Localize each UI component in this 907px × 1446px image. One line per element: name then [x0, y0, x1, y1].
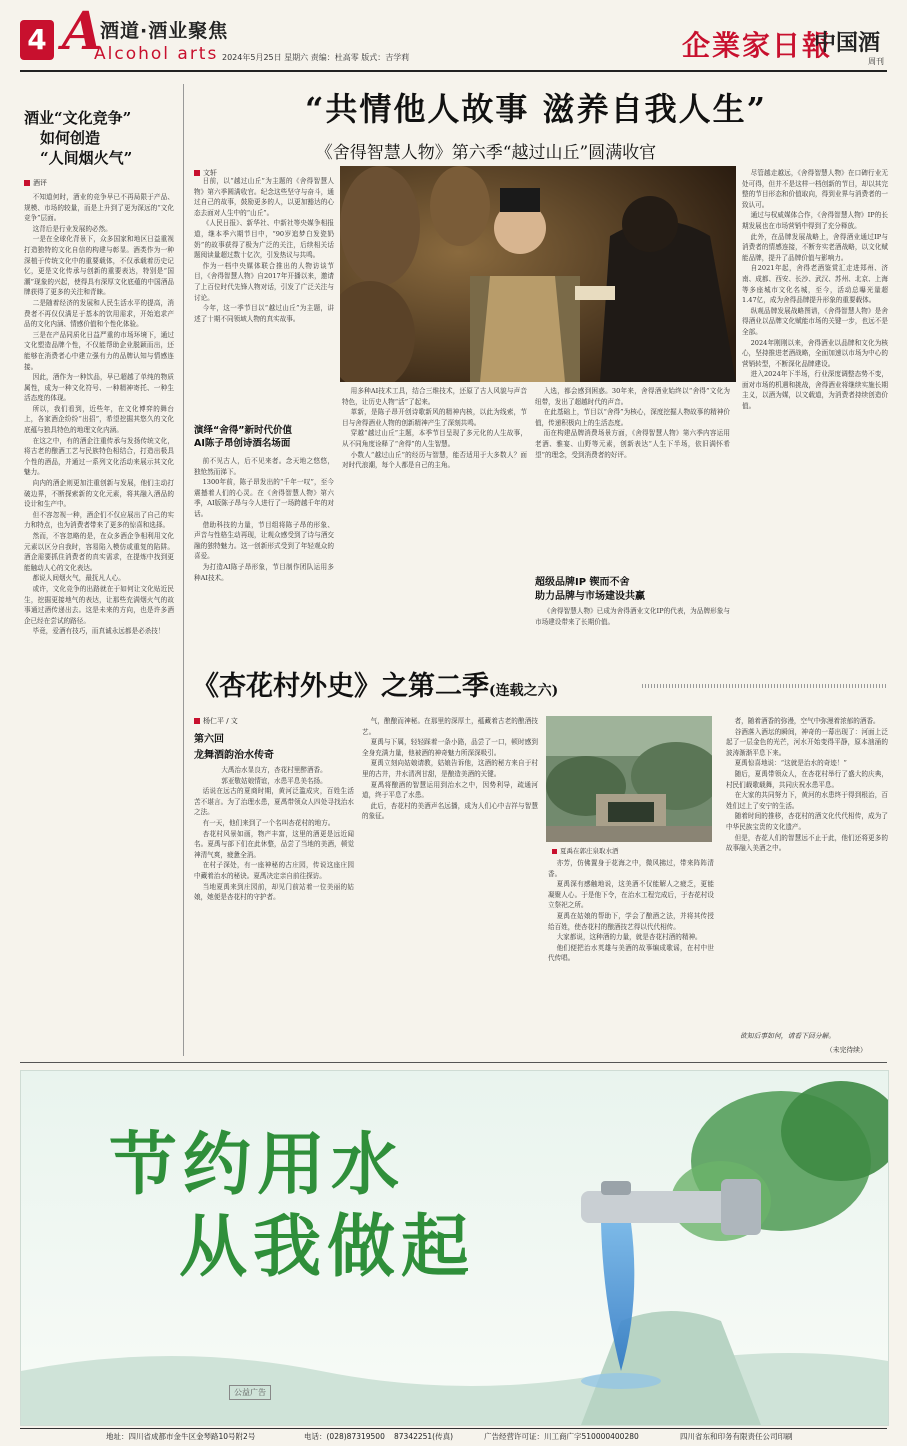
- sidebar-title-line: 酒业“文化竞争”: [24, 109, 132, 127]
- sidebar-title: [24, 108, 174, 168]
- footer-license: 广告经营许可证：川工商广字510000400280: [484, 1432, 639, 1441]
- masthead: [0, 0, 907, 68]
- ad-line-1: 节约用水: [109, 1126, 406, 1205]
- serial-col-1: [194, 730, 354, 1056]
- main-subheadline: 《舍得智慧人物》第六季“越过山丘”圆满收官: [315, 143, 657, 163]
- main-photo: [340, 166, 736, 382]
- footer-rule: [20, 1428, 887, 1429]
- chapter-label: 第六回: [194, 734, 224, 745]
- subhead-line: 超级品牌IP 锲而不舍: [535, 577, 630, 588]
- paragraph: 因此，酒作为一种饮品，早已超越了单纯的物质属性，成为一种文化符号、一种精神寄托、一种生活态度的体现。: [24, 373, 174, 403]
- paragraph: 小数人“越过山丘”的经历与智慧，能否适用于大多数人？面对时代浪潮，每个人都是自己的主角。: [342, 450, 527, 470]
- paragraph: 大家都说，这种酒的力量，就是杏花村酒的精神。: [556, 933, 702, 942]
- footer-printer: 四川省东和印务有限责任公司印刷: [680, 1432, 793, 1441]
- main-col-3: [342, 386, 527, 652]
- paragraph: 纵观品牌发展战略图谱，《舍得智慧人物》是舍得酒业以品牌文化赋能市场的关键一步，也远不是全部。: [742, 306, 888, 336]
- paragraph: 毕竟，爱酒有技巧，而真诚永远都是必杀技！: [32, 627, 165, 636]
- spring-scene-illustration: [546, 716, 712, 842]
- paragraph: 1300年前，陈子昂发出的“千年一叹”，至今震撼着人们的心灵。在《舍得智慧人物》第六季，AI版陈子昂与今人进行了一场跨越千年的对话。: [194, 478, 334, 518]
- paragraph: 夏禹惊喜地说：“这就是治水的奇迹！”: [734, 759, 847, 768]
- poem-line: 郭亚敬姑娘情谊，水患平息美名扬。: [221, 776, 327, 785]
- paragraph: 而在构建品牌消费场景方面，《舍得智慧人物》第六季内容运用老酒、雅宴、山野等元素，创新表达“人生下半场，依旧满怀希望”的理念，受到消费者的好评。: [535, 429, 730, 459]
- tasting-scene-illustration: [340, 166, 736, 382]
- main-subhead-1: [194, 424, 334, 450]
- paragraph: 有一天，他们来到了一个名叫杏花村的地方。: [202, 818, 335, 827]
- paragraph: 在此基础上，节目以“舍得”为核心，深度挖掘人物故事的精神价值，传递积极向上的生活态度。: [535, 408, 730, 427]
- paragraph: 此外，在品牌发展战略上，舍得酒业通过IP与消费者的情感连接，不断夯实老酒战略，以文化赋能品牌，提升了品牌价值与影响力。: [742, 232, 888, 262]
- sidebar-body: [24, 192, 174, 1054]
- paragraph: 二是随着经济的发展和人民生活水平的提高，消费者不再仅仅满足于基本的饮用需求，开始追求产品的文化内涵、情感价值和个性化体验。: [24, 298, 174, 329]
- paragraph: 在村子深处，有一座神秘的古庄园，传说这座庄园中藏着治水的秘诀。夏禹决定亲自前往探访。: [194, 861, 354, 880]
- chapter-title: 龙舞酒韵治水传奇: [194, 750, 274, 761]
- main-col-4: [535, 386, 730, 572]
- footer: [20, 1430, 887, 1444]
- sidebar-divider: [183, 84, 184, 1056]
- serial-title-rule: [642, 684, 886, 688]
- paragraph: 2024年刚刚以来，舍得酒业以品牌和文化为核心，坚持推进老酒战略，全面加速以市场为中心的营销转型，不断深化品牌建设。: [742, 338, 888, 368]
- paragraph: 气，酿酿而神秘。在那里的深厚土，蕴藏着古老的酿酒技艺。: [362, 717, 538, 736]
- paragraph: 自2021年起，舍得老酒鉴赏汇走进郑州、济南、成都、西安、长沙、武汉、苏州、北京、上海等多座城市文化名城，至今，活动总曝光量超1.47亿，成为舍得品牌提升形象的重要载体。: [742, 264, 888, 305]
- serial-col-4: [726, 716, 888, 1026]
- paragraph: 夏禹将酿酒的智慧运用到治水之中，因势利导，疏通河道，终于平息了水患。: [362, 780, 538, 800]
- paragraph: 但不容忽视一种，酒企们不仅应展出了自己的实力和特点，也为消费者带来了更多的惊喜和选择。: [24, 510, 174, 530]
- paragraph: 这背后是行业发展的必然。: [32, 224, 112, 233]
- paragraph: 不知道何时，酒业的竞争早已不再局限于产品、规模、市场的较量，而是上升到了更为深远的“文化竞争”层面。: [24, 193, 174, 223]
- paragraph: 为打造AI陈子昂形象，节目制作团队运用多种AI技术。: [194, 562, 334, 582]
- paragraph: 三是在产品同质化日益严重的市场环境下，通过文化塑造品牌个性，不仅能帮助企业脱颖而出，还能够在消费者心中建立强有力的品牌认知与情感连接。: [24, 330, 174, 371]
- footer-address: 地址：四川省成都市金牛区金琴路10号附2号: [106, 1432, 256, 1441]
- main-col-2: [194, 456, 334, 652]
- next-note: 欲知后事如何，请看下回分解。: [740, 1032, 836, 1040]
- paper-name: 企業家日報: [682, 29, 833, 62]
- paragraph: 穿越“越过山丘”主题，本季节目呈现了多元化的人生故事，从不同角度诠释了“舍得”的人生智慧。: [342, 429, 527, 448]
- main-byline: 文轩: [194, 168, 217, 178]
- section-logo-a: A: [62, 1, 103, 62]
- serial-photo-caption: [552, 846, 619, 855]
- paragraph: 然而，不容忽略的是，在众多酒企争相利用文化元素以区分自我时，容易陷入模仿或重复的陷阱。酒企需要抓住消费者的真实需求，在提炼中找到更能触动人心的文化表达。: [24, 532, 174, 572]
- paragraph: 夏禹立刻向姑娘请教，姑娘告诉他，这酒的秘方来自于村里的古井，井水清冽甘甜，是酿造美酒的关键。: [362, 759, 538, 778]
- paragraph: 夏禹深有感触地说，这美酒不仅能解人之疲乏，更能凝聚人心。于是他下令，在治水工程完成后，于杏花村设立祭祀之所。: [548, 880, 714, 910]
- section-divider: [20, 1062, 887, 1063]
- serial-photo: [546, 716, 712, 842]
- paragraph: 都说人间烟火气，最抚凡人心。: [32, 574, 125, 583]
- paragraph: 在这之中，有的酒企注重传承与发扬传统文化，将古老的酿酒工艺与民族特色相结合，打造出极具个性的酒品，并通过一系列文化活动来展示其文化魅力。: [24, 436, 174, 477]
- paragraph: 一是在全球化背景下，众多国家和地区日益重视打造独特的文化自信的构建与彰显。酒类作为一种深植于传统文化中的重要载体，不仅承载着历史记忆，更是文化传承与创新的重要表达，特别是“国潮”现象的兴起，使得具有深厚文化底蕴的中国酒品牌获得了更多的关注和青睐。: [24, 235, 174, 297]
- sidebar-title-line: 如何创造: [40, 129, 101, 147]
- paragraph: 日前，以“越过山丘”为主题的《舍得智慧人物》第六季圆满收官。纪念这些坚守与奋斗，通过自己的故事，鼓励更多的人，以更加豁达的心态去面对人生中的“山丘”。: [194, 177, 334, 217]
- sidebar-title-line: “人间烟火气”: [40, 149, 133, 167]
- paragraph: 《人民日报》、新华社、中新社等央媒争相报道，继本季六期节目中，“90岁追梦白发瓷奶奶”的故事获得了极为广泛的关注，后续相关话题阅读量超过数十亿次，引发热议与共鸣。: [194, 219, 334, 260]
- water-ad: [20, 1070, 889, 1426]
- paragraph: 或许，文化竞争的出路就在于如何让文化贴近民生，挖掘更接地气的表达，让那些充满烟火气的故事通过酒传递出去。这是未来的方向，也是许多酒企已经在尝试的路径。: [24, 584, 174, 625]
- paragraph: 此后，杏花村的美酒声名远播，成为人们心中吉祥与智慧的象征。: [362, 801, 538, 821]
- paragraph: 当地夏禹来到庄园前，却见门前站着一位美丽的姑娘，她便是杏花村的守护者。: [194, 882, 354, 902]
- issue-info: 2024年5月25日 星期六 责编：杜高零 版式：吉学莉: [222, 53, 410, 62]
- main-col-4b: [535, 606, 730, 652]
- subhead-line: 演绎“舍得”新时代价值: [194, 425, 292, 436]
- main-col-5: [742, 168, 888, 652]
- paragraph: 谷酒落入酒坛的瞬间，神奇的一幕出现了：河面上泛起了一层金色的光芒，河水开始变得平静，原本汹涌的波涛渐渐平息下来。: [726, 727, 888, 757]
- supplement-name: 中国酒: [814, 31, 881, 56]
- masthead-rule: [20, 70, 887, 72]
- paragraph: 话说在远古的夏商时期，黄河泛滥成灾，百姓生活苦不堪言。为了治理水患，夏禹带领众人四处寻找治水之法。: [194, 787, 354, 817]
- main-headline: “共情他人故事 滋养自我人生”: [305, 90, 767, 128]
- paragraph: 今年，这一季节目以“越过山丘”为主题，讲述了十期不同领域人物的真实故事。: [194, 304, 334, 323]
- paragraph: 夏禹与下属，轻轻踩着一条小路，品尝了一口，顿时感到全身充满力量，他被酒的神奇魅力所深深吸引。: [362, 738, 538, 757]
- paragraph: 但是，杏花人们的智慧远不止于此，他们还将更多的故事融入美酒之中。: [726, 833, 888, 853]
- footer-phone: 电话：(028)87319500: [304, 1432, 385, 1441]
- to-be-continued: （未完待续）: [826, 1046, 867, 1054]
- ad-line-2: 从我做起: [179, 1208, 476, 1287]
- subhead-line: 助力品牌与市场建设共赢: [535, 591, 645, 602]
- paragraph: 杏花村风景如画，物产丰富，这里的酒更是远近闻名。夏禹与部下们在此休整，品尝了当地的美酒，顿觉神清气爽，疲惫全消。: [194, 829, 354, 859]
- page-number: 4: [27, 23, 47, 56]
- serial-col-2: [362, 716, 538, 1056]
- main-subhead-2: [535, 576, 730, 604]
- paragraph: 随着时间的推移，杏花村的酒文化代代相传，成为了中华民族宝贵的文化遗产。: [726, 812, 888, 831]
- paragraph: 者，随着酒香的弥漫，空气中弥漫着浓郁的酒香。: [734, 717, 880, 725]
- paragraph: 通过与权威媒体合作，《舍得智慧人物》IP的长期发展也在市场营销中得到了充分释放。: [742, 211, 888, 230]
- serial-title-main: 《杏花村外史》之第二季: [192, 671, 489, 702]
- paragraph: 夏禹在姑娘的帮助下，学会了酿酒之法，并将其传授给百姓，使杏花村的酿酒技艺得以代代相传。: [548, 911, 714, 931]
- paragraph: 《舍得智慧人物》已成为舍得酒业文化IP的代表，为品牌形象与市场建设带来了长期价值。: [535, 607, 730, 626]
- paragraph: 借助科技的力量，节目组将陈子昂的形象、声音与性格生动再现，让观众感受到了诗与酒交融的独特魅力。这一创新形式受到了年轻观众的喜爱。: [194, 520, 334, 561]
- serial-col-3: [548, 858, 714, 1056]
- paragraph: 进入2024年下半场，行业深度调整态势不变，面对市场的机遇和挑战，舍得酒业将继续实施长期主义，以酒为媒，以文载道，为消费者持续创造价值。: [742, 370, 888, 411]
- section-en: Alcohol arts: [94, 44, 219, 64]
- paragraph: 向内的酒企则更加注重创新与发展，他们主动打破边界，不断探索新的文化元素，将其融入酒品的设计和生产中。: [24, 479, 174, 509]
- subhead-line: AI陈子昂创诗酒名场面: [194, 438, 291, 449]
- caption-text: 夏禹在郭庄泉取水酒: [560, 847, 619, 855]
- serial-title-tag: (连载之六): [489, 683, 559, 699]
- paragraph: 用多种AI技术工具，结合三维技术，还原了古人风貌与声音特色，让历史人物“活”了起来。: [342, 387, 527, 406]
- serial-title: [192, 664, 558, 703]
- paragraph: 革新，是陈子昂开创诗歌新风的精神内核，以此为线索，节目与舍得酒业人物的创新精神产生了深刻共鸣。: [342, 408, 527, 427]
- ad-stamp: 公益广告: [229, 1385, 271, 1400]
- footer-fax: 87342251(传真): [394, 1432, 454, 1441]
- paragraph: 作为一档中央媒体联合推出的人物访谈节目，《舍得智慧人物》自2017年开播以来，邀请了上百位时代先锋人物对话，引发了广泛关注与讨论。: [194, 261, 334, 302]
- main-col-1: [194, 176, 334, 416]
- poem-line: 大禹治水显良方，杏花村里醉酒香。: [221, 766, 327, 774]
- paragraph: 尽管越走越远，《舍得智慧人物》在口碑行业无处可得，但并不是这样一档创新的节目，却以其完整的节目形态和价值取向，得到业界与消费者的一致认可。: [742, 169, 888, 209]
- caption-marker: [552, 849, 557, 854]
- paragraph: 随后，夏禹带领众人，在杏花村举行了盛大的庆典，村民们载歌载舞，共同庆祝水患平息。: [726, 769, 888, 789]
- serial-byline: 杨仁平 / 文: [194, 716, 238, 726]
- paragraph: 入选，都会感到困惑。30年来，舍得酒业始终以“舍得”文化为纽带，发出了超越时代的声音。: [535, 387, 730, 406]
- supplement-sub: 周刊: [868, 57, 884, 66]
- section-title: 酒道·酒业聚焦: [100, 20, 229, 42]
- paragraph: 亦芳，仿佛置身于花海之中，微风拂过，带来阵阵清香。: [548, 859, 714, 878]
- sidebar-byline: 酒评: [24, 178, 47, 188]
- paragraph: 前不见古人，后不见来者。念天地之悠悠，独怆然而涕下。: [194, 457, 334, 476]
- paragraph: 所以，我们看到，近些年，在文化博弈的舞台上，各家酒企纷纷“出招”，希望挖掘其悠久的文化底蕴与独具特色的地理文化内涵。: [24, 404, 174, 435]
- paragraph: 在大家的共同努力下，黄河的水患终于得到根治，百姓们过上了安宁的生活。: [726, 791, 888, 810]
- paragraph: 他们便把治水英雄与美酒的故事编成歌谣，在村中世代传唱。: [548, 943, 714, 963]
